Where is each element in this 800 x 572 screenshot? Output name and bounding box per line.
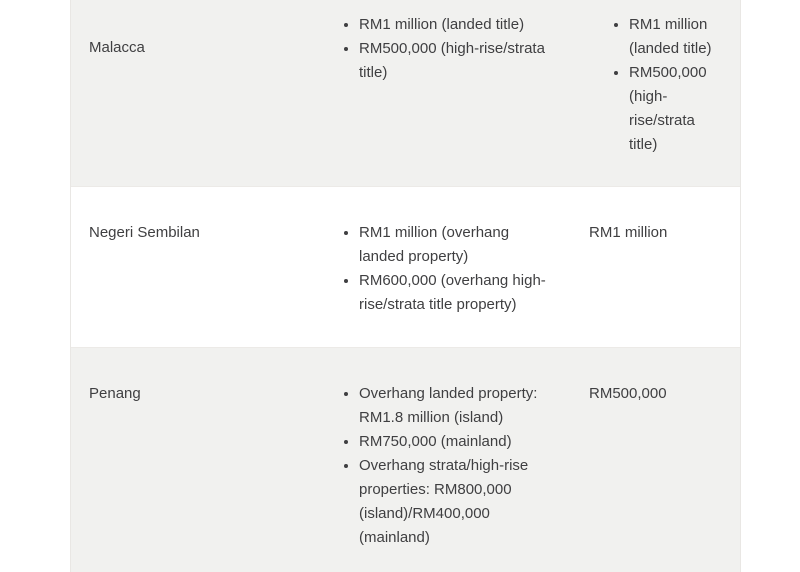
threshold-value-cell: [571, 348, 740, 572]
threshold-value: RM500,000: [589, 385, 667, 402]
list-item: • RM500,000 (high-rise/strata title): [359, 37, 553, 85]
threshold-list-cell: [301, 348, 571, 572]
state-cell: [71, 0, 301, 186]
threshold-list-cell: [301, 187, 571, 347]
list-item: • RM1 million (overhang landed property): [359, 221, 553, 269]
state-label: Penang: [89, 385, 141, 402]
list-item: • RM1 million (landed title): [359, 13, 553, 37]
state-label: Negeri Sembilan: [89, 224, 200, 241]
threshold-list-cell: [301, 0, 571, 186]
table-row-penang: [71, 347, 740, 572]
list-item: • RM500,000 (high-rise/strata title): [629, 61, 722, 157]
threshold-list: [319, 13, 553, 85]
threshold-list-cell: [571, 0, 740, 186]
table-row-malacca: [71, 0, 740, 186]
table-row-negeri-sembilan: [71, 186, 740, 347]
state-cell: [71, 348, 301, 572]
property-price-table: [70, 0, 741, 572]
threshold-list: [319, 382, 553, 550]
list-item: • Overhang landed property: RM1.8 million (island): [359, 382, 553, 430]
list-item: • RM1 million (landed title): [629, 13, 722, 61]
list-item: • RM750,000 (mainland): [359, 430, 553, 454]
threshold-value-cell: [571, 187, 740, 347]
threshold-list: [319, 221, 553, 317]
state-cell: [71, 187, 301, 347]
list-item: • Overhang strata/high-rise properties: RM800,000 (island)/RM400,000 (mainland): [359, 454, 553, 550]
threshold-value: RM1 million: [589, 224, 668, 241]
threshold-list: [589, 13, 722, 157]
list-item: • RM600,000 (overhang high-rise/strata title property): [359, 269, 553, 317]
state-label: Malacca: [89, 39, 145, 56]
